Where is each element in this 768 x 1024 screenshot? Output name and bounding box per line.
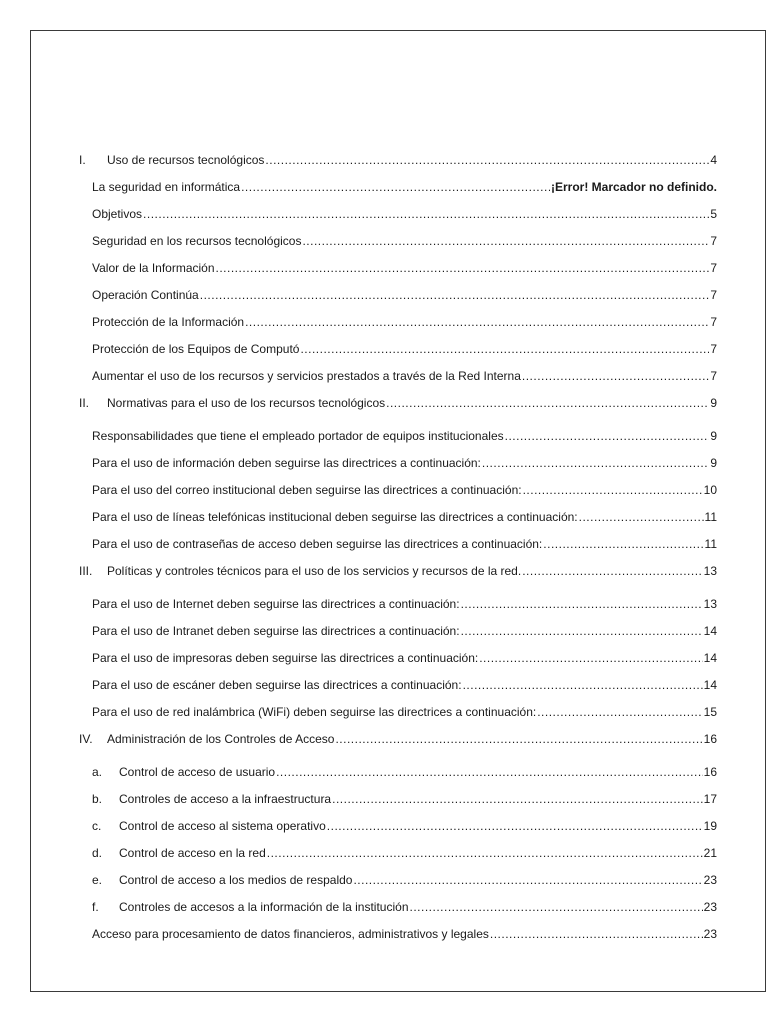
toc-entry-page-number: 13	[703, 564, 717, 578]
toc-entry[interactable]	[92, 315, 717, 329]
toc-entry[interactable]	[92, 261, 717, 275]
toc-entry[interactable]	[92, 510, 717, 524]
toc-entry-title: Seguridad en los recursos tecnológicos	[92, 234, 302, 248]
toc-entry[interactable]	[92, 483, 717, 497]
dot-leader	[245, 315, 709, 329]
toc-entry-title: Aumentar el uso de los recursos y servicios prestados a través de la Red Interna	[92, 369, 521, 383]
toc-entry-title: Para el uso de escáner deben seguirse las directrices a continuación:	[92, 678, 462, 692]
toc-entry-page-number: 11	[704, 510, 717, 524]
toc-entry[interactable]	[92, 234, 717, 248]
toc-entry-number: b.	[92, 792, 103, 806]
dot-leader	[543, 537, 703, 551]
toc-entry-page-number: 23	[703, 927, 717, 941]
toc-entry-title: Para el uso de Internet deben seguirse las directrices a continuación:	[92, 597, 460, 611]
toc-entry[interactable]	[92, 342, 717, 356]
toc-entry-title: Control de acceso a los medios de respaldo	[119, 873, 353, 887]
toc-entry-page-number: 17	[703, 792, 717, 806]
toc-entry[interactable]	[92, 927, 717, 941]
toc-entry-title: Objetivos	[92, 207, 143, 221]
toc-entry-number: d.	[92, 846, 103, 860]
toc-entry-page-number: 14	[703, 624, 717, 638]
toc-entry[interactable]	[92, 429, 717, 443]
toc-entry-title: Políticas y controles técnicos para el uso de los servicios y recursos de la red.	[107, 564, 522, 578]
toc-entry-page-number: 15	[703, 705, 717, 719]
dot-leader	[265, 153, 709, 167]
dot-leader	[463, 678, 703, 692]
toc-entry-title: Para el uso de información deben seguirse las directrices a continuación:	[92, 456, 481, 470]
toc-entry[interactable]	[79, 564, 717, 578]
toc-entry-title: Para el uso de Intranet deben seguirse las directrices a continuación:	[92, 624, 460, 638]
dot-leader	[332, 792, 703, 806]
toc-entry[interactable]	[92, 369, 717, 383]
toc-entry[interactable]	[92, 873, 717, 887]
toc-entry-number: IV.	[79, 732, 93, 746]
toc-entry-page-number: 10	[703, 483, 717, 497]
toc-entry-title: Uso de recursos tecnológicos	[107, 153, 265, 167]
dot-leader	[537, 705, 702, 719]
toc-entry-page-number: 16	[703, 765, 717, 779]
toc-entry-number: I.	[79, 153, 86, 167]
toc-entry-page-number: 9	[710, 429, 717, 443]
toc-entry-title: Para el uso de líneas telefónicas institucional deben seguirse las directrices a continuación:	[92, 510, 578, 524]
dot-leader	[241, 180, 550, 194]
toc-entry-page-number: ¡Error! Marcador no definido.	[550, 180, 717, 194]
toc-entry[interactable]	[92, 765, 717, 779]
dot-leader	[523, 483, 703, 497]
toc-entry-page-number: 7	[710, 369, 717, 383]
toc-entry-page-number: 13	[703, 597, 717, 611]
table-of-contents	[31, 31, 765, 991]
toc-entry[interactable]	[92, 180, 717, 194]
toc-entry-title: Para el uso del correo institucional deben seguirse las directrices a continuación:	[92, 483, 522, 497]
dot-leader	[522, 564, 702, 578]
toc-entry-page-number: 4	[710, 153, 717, 167]
toc-entry-page-number: 23	[703, 900, 717, 914]
toc-entry-page-number: 7	[710, 342, 717, 356]
toc-entry-page-number: 7	[710, 315, 717, 329]
toc-entry-title: Para el uso de contraseñas de acceso deben seguirse las directrices a continuación:	[92, 537, 543, 551]
toc-entry[interactable]	[92, 456, 717, 470]
toc-entry-title: Administración de los Controles de Acceso	[107, 732, 335, 746]
dot-leader	[386, 396, 709, 410]
toc-entry-title: Controles de accesos a la información de la institución	[119, 900, 409, 914]
dot-leader	[505, 429, 710, 443]
toc-entry-title: Responsabilidades que tiene el empleado portador de equipos institucionales	[92, 429, 504, 443]
toc-entry-page-number: 23	[703, 873, 717, 887]
dot-leader	[143, 207, 709, 221]
dot-leader	[276, 765, 703, 779]
toc-entry[interactable]	[92, 651, 717, 665]
toc-entry[interactable]	[79, 396, 717, 410]
toc-entry-number: a.	[92, 765, 103, 779]
dot-leader	[335, 732, 702, 746]
dot-leader	[353, 873, 702, 887]
toc-entry[interactable]	[79, 732, 717, 746]
toc-entry-page-number: 21	[703, 846, 717, 860]
toc-entry-number: e.	[92, 873, 103, 887]
toc-entry-title: Acceso para procesamiento de datos financieros, administrativos y legales	[92, 927, 489, 941]
toc-entry-page-number: 19	[703, 819, 717, 833]
dot-leader	[490, 927, 703, 941]
toc-entry-title: La seguridad en informática	[92, 180, 241, 194]
toc-entry-page-number: 11	[704, 537, 717, 551]
toc-entry[interactable]	[92, 846, 717, 860]
toc-entry[interactable]	[92, 207, 717, 221]
toc-entry-page-number: 7	[710, 234, 717, 248]
toc-entry[interactable]	[92, 537, 717, 551]
toc-entry-number: c.	[92, 819, 102, 833]
toc-entry-page-number: 7	[710, 261, 717, 275]
toc-entry-page-number: 9	[710, 456, 717, 470]
toc-entry[interactable]	[92, 288, 717, 302]
dot-leader	[327, 819, 703, 833]
toc-entry-page-number: 9	[710, 396, 717, 410]
toc-entry[interactable]	[92, 819, 717, 833]
toc-entry-number: f.	[92, 900, 99, 914]
toc-entry-title: Operación Continúa	[92, 288, 199, 302]
dot-leader	[300, 342, 709, 356]
toc-entry-title: Para el uso de impresoras deben seguirse las directrices a continuación:	[92, 651, 479, 665]
toc-entry[interactable]	[92, 678, 717, 692]
toc-entry-page-number: 14	[703, 678, 717, 692]
dot-leader	[461, 597, 703, 611]
toc-entry-title: Protección de la Información	[92, 315, 245, 329]
toc-entry-title: Control de acceso de usuario	[119, 765, 276, 779]
dot-leader	[482, 456, 709, 470]
toc-entry-page-number: 16	[703, 732, 717, 746]
toc-entry-title: Normativas para el uso de los recursos tecnológicos	[107, 396, 386, 410]
toc-entry-number: II.	[79, 396, 90, 410]
toc-entry[interactable]	[92, 792, 717, 806]
dot-leader	[461, 624, 703, 638]
dot-leader	[302, 234, 709, 248]
dot-leader	[216, 261, 710, 275]
toc-entry[interactable]	[92, 624, 717, 638]
toc-entry-page-number: 5	[710, 207, 717, 221]
toc-entry-number: III.	[79, 564, 93, 578]
dot-leader	[579, 510, 704, 524]
toc-entry-page-number: 14	[703, 651, 717, 665]
dot-leader	[267, 846, 703, 860]
document-page	[30, 30, 766, 992]
toc-entry-title: Controles de acceso a la infraestructura	[119, 792, 332, 806]
toc-entry[interactable]	[79, 153, 717, 167]
toc-entry-title: Control de acceso al sistema operativo	[119, 819, 326, 833]
toc-entry-page-number: 7	[710, 288, 717, 302]
toc-entry-title: Valor de la Información	[92, 261, 215, 275]
toc-entry-title: Para el uso de red inalámbrica (WiFi) deben seguirse las directrices a continuación:	[92, 705, 537, 719]
dot-leader	[522, 369, 709, 383]
toc-entry[interactable]	[92, 705, 717, 719]
dot-leader	[410, 900, 703, 914]
toc-entry[interactable]	[92, 597, 717, 611]
dot-leader	[479, 651, 702, 665]
dot-leader	[200, 288, 710, 302]
toc-entry-title: Control de acceso en la red	[119, 846, 266, 860]
toc-entry-title: Protección de los Equipos de Computó	[92, 342, 300, 356]
toc-entry[interactable]	[92, 900, 717, 914]
